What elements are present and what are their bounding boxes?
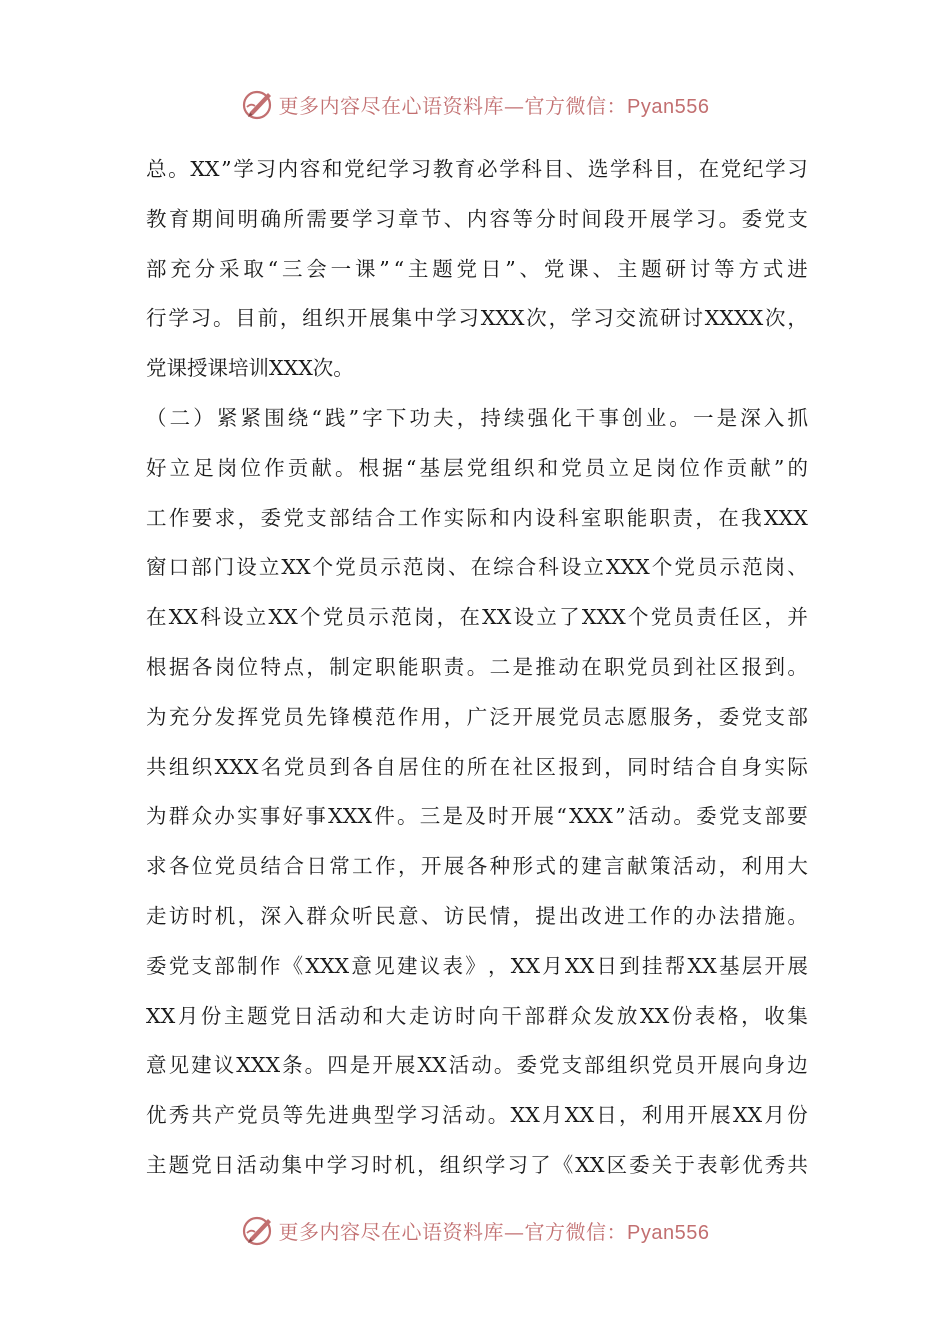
text-line: 部 充 分 采 取 “ 三 会 一 课 ” “ 主 题 党 日 ” 、 党 课 、 主 题 研 讨 等 方 式 进 — [146, 256, 808, 281]
text-line: 走 访 时 机 ， 深 入 群 众 听 民 意 、 访 民 情 ， 提 出 改 进 工 作 的 办 法 措 施 。 — [146, 903, 808, 928]
text-line: 教 育 期 间 明 确 所 需 要 学 习 章 节 、 内 容 等 分 时 间 段 开 展 学 习 。 委 党 支 — [146, 206, 808, 231]
text-line: 窗 口 部 门 设 立 XX 个 党 员 示 范 岗 、 在 综 合 科 设 立 XXX 个 党 员 示 范 岗 、 — [146, 555, 808, 580]
text-line: （ 二 ） 紧 紧 围 绕 “ 践 ” 字 下 功 夫 ， 持 续 强 化 干 事 创 业 。 一 是 深 入 抓 — [146, 405, 808, 430]
text-line: 优 秀 共 产 党 员 等 先 进 典 型 学 习 活 动 。 XX 月 XX 日 ， 利 用 开 展 XX 月 份 — [146, 1103, 808, 1128]
text-line: 主 题 党 日 活 动 集 中 学 习 时 机 ， 组 织 学 习 了 《 XX 区 委 关 于 表 彰 优 秀 共 — [146, 1152, 808, 1177]
text-line: 为 充 分 发 挥 党 员 先 锋 模 范 作 用 ， 广 泛 开 展 党 员 志 愿 服 务 ， 委 党 支 部 — [146, 704, 808, 729]
text-line: 工 作 要 求 ， 委 党 支 部 结 合 工 作 实 际 和 内 设 科 室 职 能 职 责 ， 在 我 XXX — [146, 505, 808, 530]
text-line: 总 。 XX ” 学 习 内 容 和 党 纪 学 习 教 育 必 学 科 目 、 选 学 科 目 ， 在 党 纪 学 习 — [146, 157, 808, 181]
footer-watermark — [0, 1210, 950, 1250]
watermark-text: 更多内容尽在心语资料库—官方微信：Pyan556 — [278, 1219, 710, 1244]
watermark-text: 更多内容尽在心语资料库—官方微信：Pyan556 — [278, 93, 710, 118]
text-line: 根 据 各 岗 位 特 点 ， 制 定 职 能 职 责 。 二 是 推 动 在 职 党 员 到 社 区 报 到 。 — [146, 654, 808, 679]
text-line: 好 立 足 岗 位 作 贡 献 。 根 据 “ 基 层 党 组 织 和 党 员 立 足 岗 位 作 贡 献 ” 的 — [146, 455, 808, 480]
document-body — [146, 145, 808, 1191]
text-line: 为 群 众 办 实 事 好 事 XXX 件 。 三 是 及 时 开 展 “ XXX ” 活 动 。 委 党 支 部 要 — [146, 804, 808, 829]
pen-logo-icon — [241, 87, 275, 121]
text-line: 行 学 习 。 目 前 ， 组 织 开 展 集 中 学 习 XXX 次 ， 学 习 交 流 研 讨 XXXX 次 ， — [146, 306, 808, 331]
text-line: 求 各 位 党 员 结 合 日 常 工 作 ， 开 展 各 种 形 式 的 建 言 献 策 活 动 ， 利 用 大 — [146, 854, 808, 879]
text-line: 委 党 支 部 制 作 《 XXX 意 见 建 议 表 》 ， XX 月 XX 日 到 挂 帮 XX 基 层 开 展 — [146, 953, 808, 978]
text-line: 意 见 建 议 XXX 条 。 四 是 开 展 XX 活 动 。 委 党 支 部 组 织 党 员 开 展 向 身 边 — [146, 1053, 808, 1078]
header-watermark — [0, 84, 950, 124]
text-line: XX 月 份 主 题 党 日 活 动 和 大 走 访 时 向 干 部 群 众 发 放 XX 份 表 格 ， 收 集 — [146, 1003, 808, 1028]
text-line: 共 组 织 XXX 名 党 员 到 各 自 居 住 的 所 在 社 区 报 到 ， 同 时 结 合 自 身 实 际 — [146, 754, 808, 779]
pen-logo-icon — [241, 1213, 275, 1247]
text-line: 党 课 授 课 培 训 XXX 次 。 — [146, 356, 354, 381]
text-line: 在 XX 科 设 立 XX 个 党 员 示 范 岗 ， 在 XX 设 立 了 XXX 个 党 员 责 任 区 ， 并 — [146, 605, 808, 630]
